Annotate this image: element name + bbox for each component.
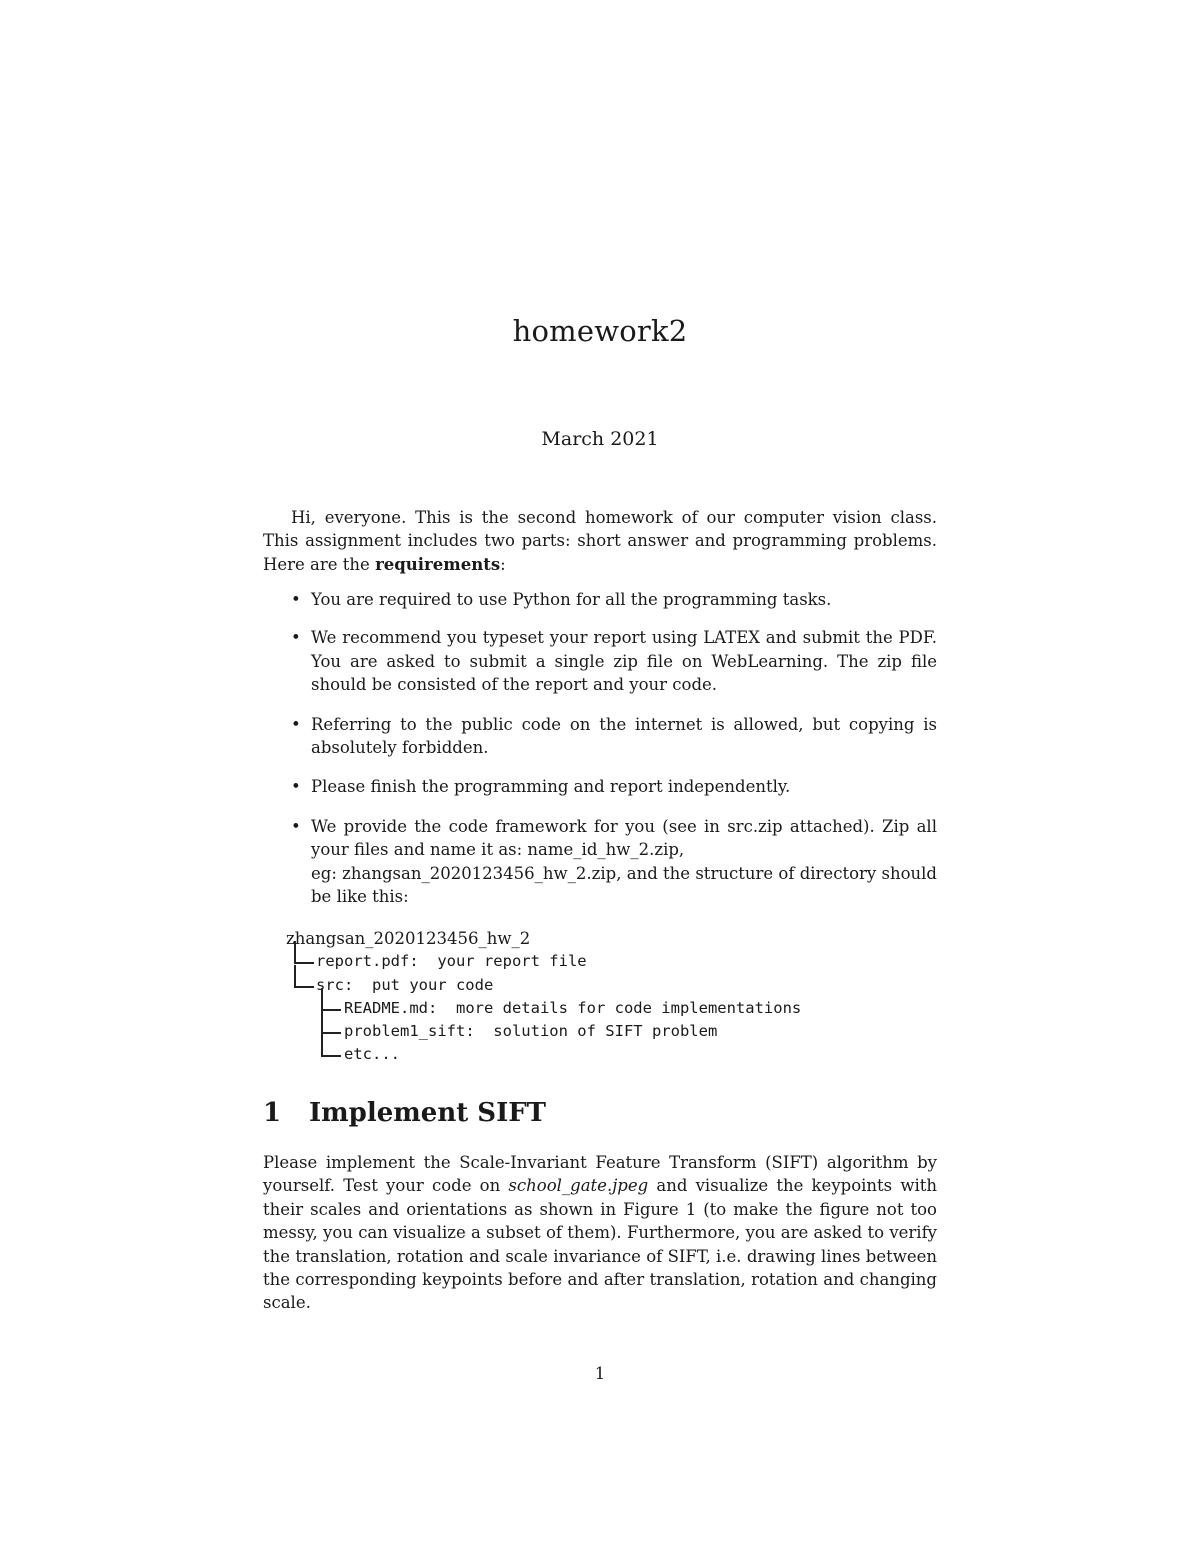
- section-text-part2: and visualize the keypoints with their scales and orientations as shown in Figure 1 (to make the figure not too messy, you can visualize a subset of them). Furthermore, you are asked to verify the translation, rotation and scale invariance of SIFT, i.e. drawing lines between the corresponding keypoints before and after translation, rotation and changing scale.: [263, 1176, 937, 1313]
- intro-text: Hi, everyone. This is the second homework of our computer vision class. This assignment includes two parts: short answer and programming problems. Here are the: [263, 508, 937, 574]
- bullet-icon: •: [291, 816, 301, 836]
- tree-branch-icon: [321, 1011, 341, 1034]
- requirement-text-continued: eg: zhangsan_2020123456_hw_2.zip, and the structure of directory should be like this:: [311, 863, 937, 907]
- requirement-text: We provide the code framework for you (see in src.zip attached). Zip all your files and name it as: name_id_hw_2.zip,: [311, 816, 937, 860]
- list-item: [263, 713, 937, 760]
- tree-item-label: etc...: [344, 1045, 400, 1064]
- intro-requirements-bold: requirements: [375, 554, 501, 574]
- bullet-icon: •: [291, 628, 301, 648]
- tree-branch-icon: [321, 988, 341, 1011]
- bullet-icon: •: [291, 777, 301, 797]
- section-filename: school_gate.jpeg: [508, 1176, 649, 1196]
- section-heading: [263, 1098, 546, 1128]
- section-number: 1: [263, 1098, 282, 1128]
- tree-item-src: [286, 974, 801, 997]
- requirement-text: Please finish the programming and report independently.: [311, 777, 791, 797]
- requirements-list: [263, 588, 937, 908]
- tree-item-label: problem1_sift: solution of SIFT problem: [344, 1022, 718, 1041]
- tree-item-label: report.pdf: your report file: [316, 952, 587, 971]
- requirement-text: Referring to the public code on the internet is allowed, but copying is absolutely forbidden.: [311, 714, 937, 758]
- bullet-icon: •: [291, 590, 301, 609]
- list-item: [263, 775, 937, 798]
- tree-item-readme: [286, 997, 801, 1020]
- list-item: [263, 815, 937, 909]
- intro-end: :: [500, 554, 506, 574]
- document-date: March 2021: [541, 428, 659, 450]
- requirement-text: We recommend you typeset your report using LATEX and submit the PDF. You are asked to submit a single zip file on WebLearning. The zip file should be consisted of the report and your code.: [311, 628, 937, 695]
- tree-item-label: src: put your code: [316, 975, 494, 994]
- intro-paragraph: [263, 506, 937, 576]
- tree-item-report: [286, 950, 801, 973]
- list-item: [263, 588, 937, 611]
- tree-branch-icon: [294, 941, 314, 964]
- section-text-part1: Please implement the Scale-Invariant Feature Transform (SIFT) algorithm by yourself. Test your code on: [263, 1153, 937, 1196]
- tree-item-label: README.md: more details for code implementations: [344, 998, 802, 1017]
- tree-item-etc: [286, 1043, 801, 1066]
- tree-branch-icon: [321, 1034, 341, 1057]
- requirement-text: You are required to use Python for all the programming tasks.: [311, 590, 832, 609]
- bullet-icon: •: [291, 714, 301, 734]
- tree-root: zhangsan_2020123456_hw_2: [286, 929, 531, 948]
- document-title: homework2: [512, 314, 688, 348]
- list-item: [263, 626, 937, 696]
- page-number: 1: [594, 1364, 606, 1383]
- tree-item-problem1: [286, 1020, 801, 1043]
- section-title: Implement SIFT: [309, 1098, 547, 1128]
- directory-tree: [286, 927, 801, 1067]
- section-paragraph: [263, 1151, 937, 1315]
- tree-branch-icon: [294, 965, 314, 988]
